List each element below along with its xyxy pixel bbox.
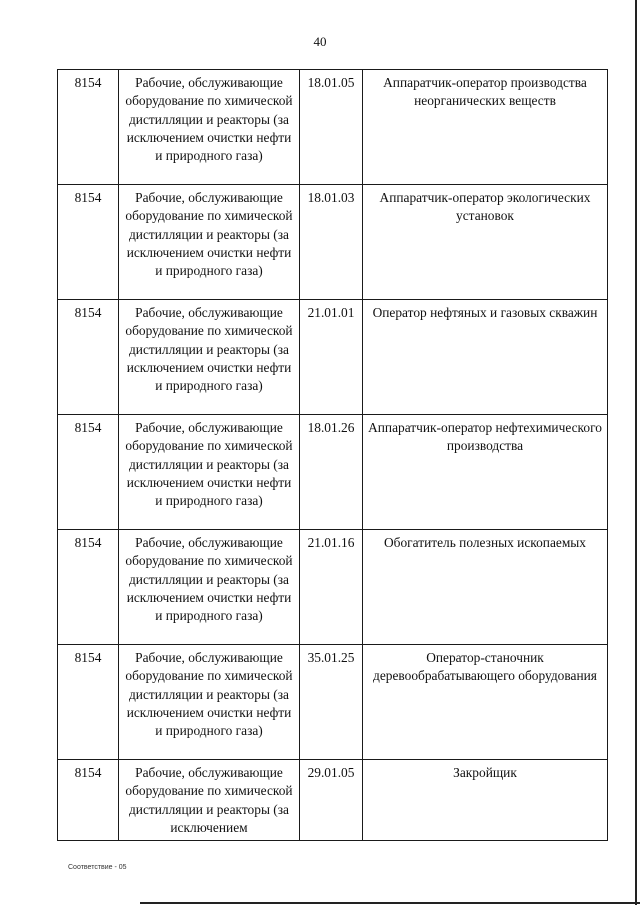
table-row: [58, 415, 608, 530]
profession-number-cell: 18.01.26: [300, 415, 363, 530]
occupation-group-cell: Рабочие, обслуживающие оборудование по химической дистилляции и реакторы (за исключением очистки нефти и природного газа): [119, 415, 300, 530]
occupation-code-cell: 8154: [58, 185, 119, 300]
table-row: [58, 645, 608, 760]
classification-table: [57, 69, 608, 841]
profession-name-cell: Аппаратчик-оператор экологических установок: [363, 185, 608, 300]
profession-number-cell: 18.01.03: [300, 185, 363, 300]
profession-number-cell: 21.01.16: [300, 530, 363, 645]
scan-edge-bottom: [140, 902, 640, 904]
table-row: [58, 760, 608, 841]
profession-name-cell: Обогатитель полезных ископаемых: [363, 530, 608, 645]
occupation-group-cell: Рабочие, обслуживающие оборудование по химической дистилляции и реакторы (за исключением: [119, 760, 300, 841]
occupation-code-cell: 8154: [58, 70, 119, 185]
occupation-group-cell: Рабочие, обслуживающие оборудование по химической дистилляции и реакторы (за исключением очистки нефти и природного газа): [119, 300, 300, 415]
profession-name-cell: Оператор-станочник деревообрабатывающего оборудования: [363, 645, 608, 760]
occupation-group-cell: Рабочие, обслуживающие оборудование по химической дистилляции и реакторы (за исключением очистки нефти и природного газа): [119, 645, 300, 760]
occupation-group-cell: Рабочие, обслуживающие оборудование по химической дистилляции и реакторы (за исключением очистки нефти и природного газа): [119, 530, 300, 645]
occupation-group-cell: Рабочие, обслуживающие оборудование по химической дистилляции и реакторы (за исключением очистки нефти и природного газа): [119, 70, 300, 185]
footer-note: Соответствие - 05: [68, 864, 127, 871]
profession-number-cell: 18.01.05: [300, 70, 363, 185]
occupation-group-cell: Рабочие, обслуживающие оборудование по химической дистилляции и реакторы (за исключением очистки нефти и природного газа): [119, 185, 300, 300]
occupation-code-cell: 8154: [58, 530, 119, 645]
profession-number-cell: 21.01.01: [300, 300, 363, 415]
table-row: [58, 300, 608, 415]
profession-name-cell: Аппаратчик-оператор нефтехимического производства: [363, 415, 608, 530]
occupation-code-cell: 8154: [58, 645, 119, 760]
occupation-code-cell: 8154: [58, 760, 119, 841]
profession-name-cell: Закройщик: [363, 760, 608, 841]
profession-number-cell: 35.01.25: [300, 645, 363, 760]
profession-number-cell: 29.01.05: [300, 760, 363, 841]
page-number: 40: [313, 34, 327, 49]
occupation-code-cell: 8154: [58, 300, 119, 415]
scan-edge-right: [635, 0, 637, 905]
table-row: [58, 530, 608, 645]
profession-name-cell: Оператор нефтяных и газовых скважин: [363, 300, 608, 415]
table-row: [58, 185, 608, 300]
table-row: [58, 70, 608, 185]
profession-name-cell: Аппаратчик-оператор производства неорганических веществ: [363, 70, 608, 185]
occupation-code-cell: 8154: [58, 415, 119, 530]
